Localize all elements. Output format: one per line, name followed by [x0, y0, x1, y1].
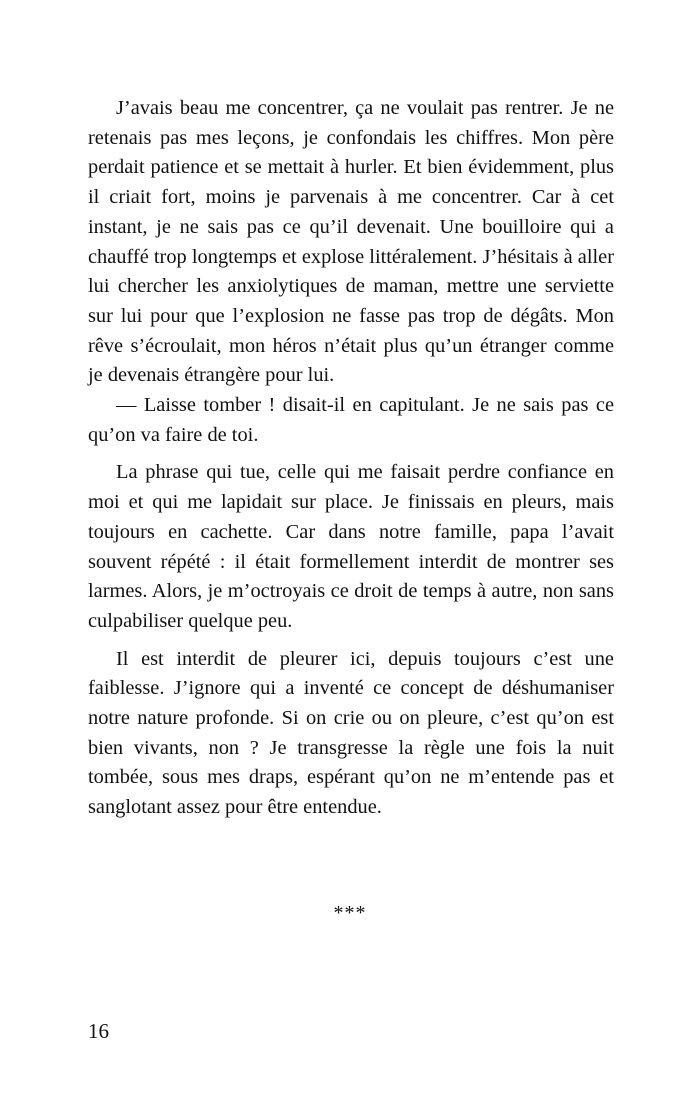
section-separator: *** — [333, 902, 367, 924]
page-number: 16 — [88, 1019, 109, 1043]
paragraph-3: La phrase qui tue, celle qui me faisait perdre confiance en moi et qui me lapidait sur place. Je finissais en pleurs, mais toujours en cachette. Car dans notre famille, papa l’avait souvent répété : il était formellement interdit de montrer ses larmes. Alors, je m’octroyais ce droit de temps à autre, non sans culpabiliser quelque peu. — [88, 461, 614, 632]
paragraph-1: J’avais beau me concentrer, ça ne voulait pas rentrer. Je ne retenais pas mes leçons, je confondais les chiffres. Mon père perdait patience et se mettait à hurler. Et bien évidemment, plus il criait fort, moins je parvenais à me concentrer. Car à cet instant, je ne sais pas ce qu’il devenait. Une bouilloire qui a chauffé trop longtemps et explose littéralement. J’hésitais à aller lui chercher les anxiolytiques de maman, mettre une serviette sur lui pour que l’explosion ne fasse pas trop de dégâts. Mon rêve s’écroulait, mon héros n’était plus qu’un étranger comme je devenais étrangère pour lui. — [88, 97, 614, 387]
page-body — [88, 94, 614, 823]
paragraph-4: Il est interdit de pleurer ici, depuis toujours c’est une faiblesse. J’ignore qui a inventé ce concept de déshumaniser notre nature profonde. Si on crie ou on pleure, c’est qu’on est bien vivants, non ? Je transgresse la règle une fois la nuit tombée, sous mes draps, espérant qu’on ne m’entende pas et sanglotant assez pour être entendue. — [88, 647, 614, 819]
paragraph-2-dialogue: — Laisse tomber ! disait-il en capitulant. Je ne sais pas ce qu’on va faire de toi. — [88, 394, 614, 446]
